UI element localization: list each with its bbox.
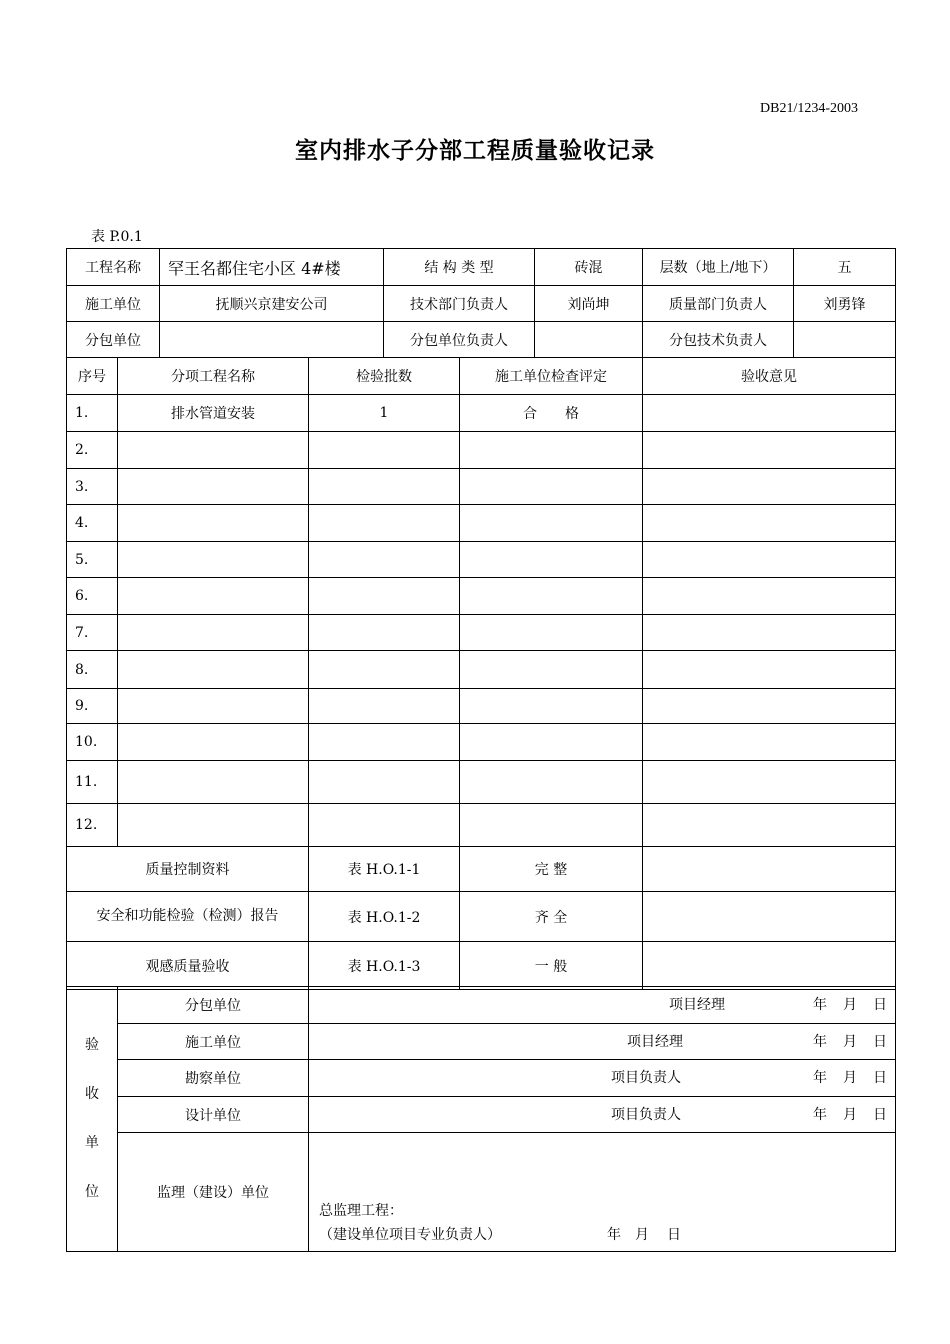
row-batches	[309, 689, 460, 724]
acceptance-table	[66, 986, 896, 1252]
row-batches	[309, 542, 460, 578]
signatory-role: 项目负责人	[611, 1070, 681, 1086]
chief-supervisor-label: 总监理工程：	[319, 1203, 403, 1219]
row-batches	[309, 724, 460, 761]
row-batches	[309, 761, 460, 804]
row-batches	[309, 505, 460, 542]
row-item-name	[118, 469, 309, 505]
row-opinion	[643, 761, 896, 804]
row-assessment	[460, 542, 643, 578]
floors-label: 层数（地上/地下）	[643, 249, 794, 286]
row-item-name	[118, 615, 309, 651]
row-no: 11.	[67, 761, 118, 804]
table-row	[67, 505, 896, 542]
acceptance-unit: 勘察单位	[118, 1060, 309, 1097]
header-no: 序号	[67, 358, 118, 395]
subcontractor-value	[160, 322, 384, 358]
row-assessment	[460, 761, 643, 804]
summary-label: 安全和功能检验（检测）报告	[67, 892, 309, 942]
table-row	[67, 651, 896, 689]
acceptance-unit: 监理（建设）单位	[118, 1133, 309, 1252]
summary-opinion	[643, 942, 896, 990]
summary-opinion	[643, 847, 896, 892]
row-batches	[309, 469, 460, 505]
standard-code: DB21/1234-2003	[760, 101, 858, 116]
row-item-name: 排水管道安装	[118, 395, 309, 432]
subcontractor-label: 分包单位	[67, 322, 160, 358]
sub-head-label: 分包单位负责人	[384, 322, 535, 358]
row-assessment	[460, 804, 643, 847]
row-no: 7.	[67, 615, 118, 651]
summary-opinion	[643, 892, 896, 942]
row-no: 9.	[67, 689, 118, 724]
sign-date: 年 月 日	[813, 1070, 887, 1086]
signatory-role: 项目负责人	[611, 1107, 681, 1123]
table-row	[67, 542, 896, 578]
table-row	[67, 469, 896, 505]
row-assessment	[460, 724, 643, 761]
row-item-name	[118, 578, 309, 615]
row-item-name	[118, 689, 309, 724]
table-row	[67, 724, 896, 761]
items-table	[66, 357, 896, 990]
summary-label: 质量控制资料	[67, 847, 309, 892]
row-item-name	[118, 542, 309, 578]
header-batches: 检验批数	[309, 358, 460, 395]
row-item-name	[118, 804, 309, 847]
row-batches	[309, 578, 460, 615]
table-row	[67, 689, 896, 724]
header-item-name: 分项工程名称	[118, 358, 309, 395]
row-no: 4.	[67, 505, 118, 542]
table-row	[67, 432, 896, 469]
row-no: 8.	[67, 651, 118, 689]
row-opinion	[643, 724, 896, 761]
tech-head-value: 刘尚坤	[535, 286, 643, 322]
summary-table-ref: 表 H.O.1-1	[309, 847, 460, 892]
signature-cell	[309, 1060, 896, 1097]
summary-row	[67, 892, 896, 942]
row-opinion	[643, 804, 896, 847]
table-row	[67, 615, 896, 651]
row-assessment	[460, 578, 643, 615]
row-item-name	[118, 651, 309, 689]
table-row	[67, 804, 896, 847]
row-opinion	[643, 469, 896, 505]
header-assessment: 施工单位检查评定	[460, 358, 643, 395]
row-opinion	[643, 651, 896, 689]
signature-cell	[309, 987, 896, 1024]
row-assessment	[460, 432, 643, 469]
row-item-name	[118, 505, 309, 542]
row-item-name	[118, 432, 309, 469]
acceptance-group-label: 验 收 单 位	[67, 987, 118, 1252]
row-opinion	[643, 505, 896, 542]
contractor-label: 施工单位	[67, 286, 160, 322]
row-no: 12.	[67, 804, 118, 847]
supervisor-signature-cell	[309, 1133, 896, 1252]
row-no: 3.	[67, 469, 118, 505]
project-name-value: 罕王名都住宅小区 4#楼	[160, 249, 384, 286]
quality-head-label: 质量部门负责人	[643, 286, 794, 322]
summary-result: 完 整	[460, 847, 643, 892]
row-opinion	[643, 689, 896, 724]
row-assessment: 合 格	[460, 395, 643, 432]
tech-head-label: 技术部门负责人	[384, 286, 535, 322]
document-title: 室内排水子分部工程质量验收记录	[295, 138, 655, 164]
row-no: 2.	[67, 432, 118, 469]
structure-value: 砖混	[535, 249, 643, 286]
row-assessment	[460, 651, 643, 689]
owner-representative-line: （建设单位项目专业负责人） 年 月 日	[319, 1227, 681, 1243]
row-no: 10.	[67, 724, 118, 761]
summary-label: 观感质量验收	[67, 942, 309, 990]
row-batches	[309, 615, 460, 651]
acceptance-unit: 分包单位	[118, 987, 309, 1024]
summary-row	[67, 847, 896, 892]
row-item-name	[118, 761, 309, 804]
quality-head-value: 刘勇锋	[794, 286, 896, 322]
summary-table-ref: 表 H.O.1-2	[309, 892, 460, 942]
row-no: 5.	[67, 542, 118, 578]
floors-value: 五	[794, 249, 896, 286]
header-opinion: 验收意见	[643, 358, 896, 395]
project-info-table	[66, 248, 896, 358]
row-batches	[309, 651, 460, 689]
summary-result: 一 般	[460, 942, 643, 990]
row-opinion	[643, 432, 896, 469]
summary-row	[67, 942, 896, 990]
row-assessment	[460, 615, 643, 651]
row-opinion	[643, 615, 896, 651]
acceptance-unit: 施工单位	[118, 1024, 309, 1060]
row-assessment	[460, 505, 643, 542]
sub-head-value	[535, 322, 643, 358]
supervisor-signature	[319, 1199, 681, 1247]
row-assessment	[460, 469, 643, 505]
signature-cell	[309, 1024, 896, 1060]
sign-date: 年 月 日	[813, 1107, 887, 1123]
row-batches	[309, 804, 460, 847]
contractor-value: 抚顺兴京建安公司	[160, 286, 384, 322]
project-name-label: 工程名称	[67, 249, 160, 286]
row-opinion	[643, 542, 896, 578]
signatory-role: 项目经理	[627, 1034, 683, 1050]
table-row	[67, 761, 896, 804]
row-batches	[309, 432, 460, 469]
row-no: 6.	[67, 578, 118, 615]
row-opinion	[643, 395, 896, 432]
sign-date: 年 月 日	[813, 997, 887, 1013]
structure-label: 结 构 类 型	[384, 249, 535, 286]
table-row	[67, 395, 896, 432]
row-batches: 1	[309, 395, 460, 432]
row-assessment	[460, 689, 643, 724]
sub-tech-value	[794, 322, 896, 358]
table-number: 表 P.0.1	[91, 229, 143, 245]
signature-cell	[309, 1097, 896, 1133]
summary-table-ref: 表 H.O.1-3	[309, 942, 460, 990]
sign-date: 年 月 日	[813, 1034, 887, 1050]
summary-result: 齐 全	[460, 892, 643, 942]
acceptance-unit: 设计单位	[118, 1097, 309, 1133]
signatory-role: 项目经理	[669, 997, 725, 1013]
row-no: 1.	[67, 395, 118, 432]
sub-tech-label: 分包技术负责人	[643, 322, 794, 358]
row-opinion	[643, 578, 896, 615]
table-row	[67, 578, 896, 615]
row-item-name	[118, 724, 309, 761]
